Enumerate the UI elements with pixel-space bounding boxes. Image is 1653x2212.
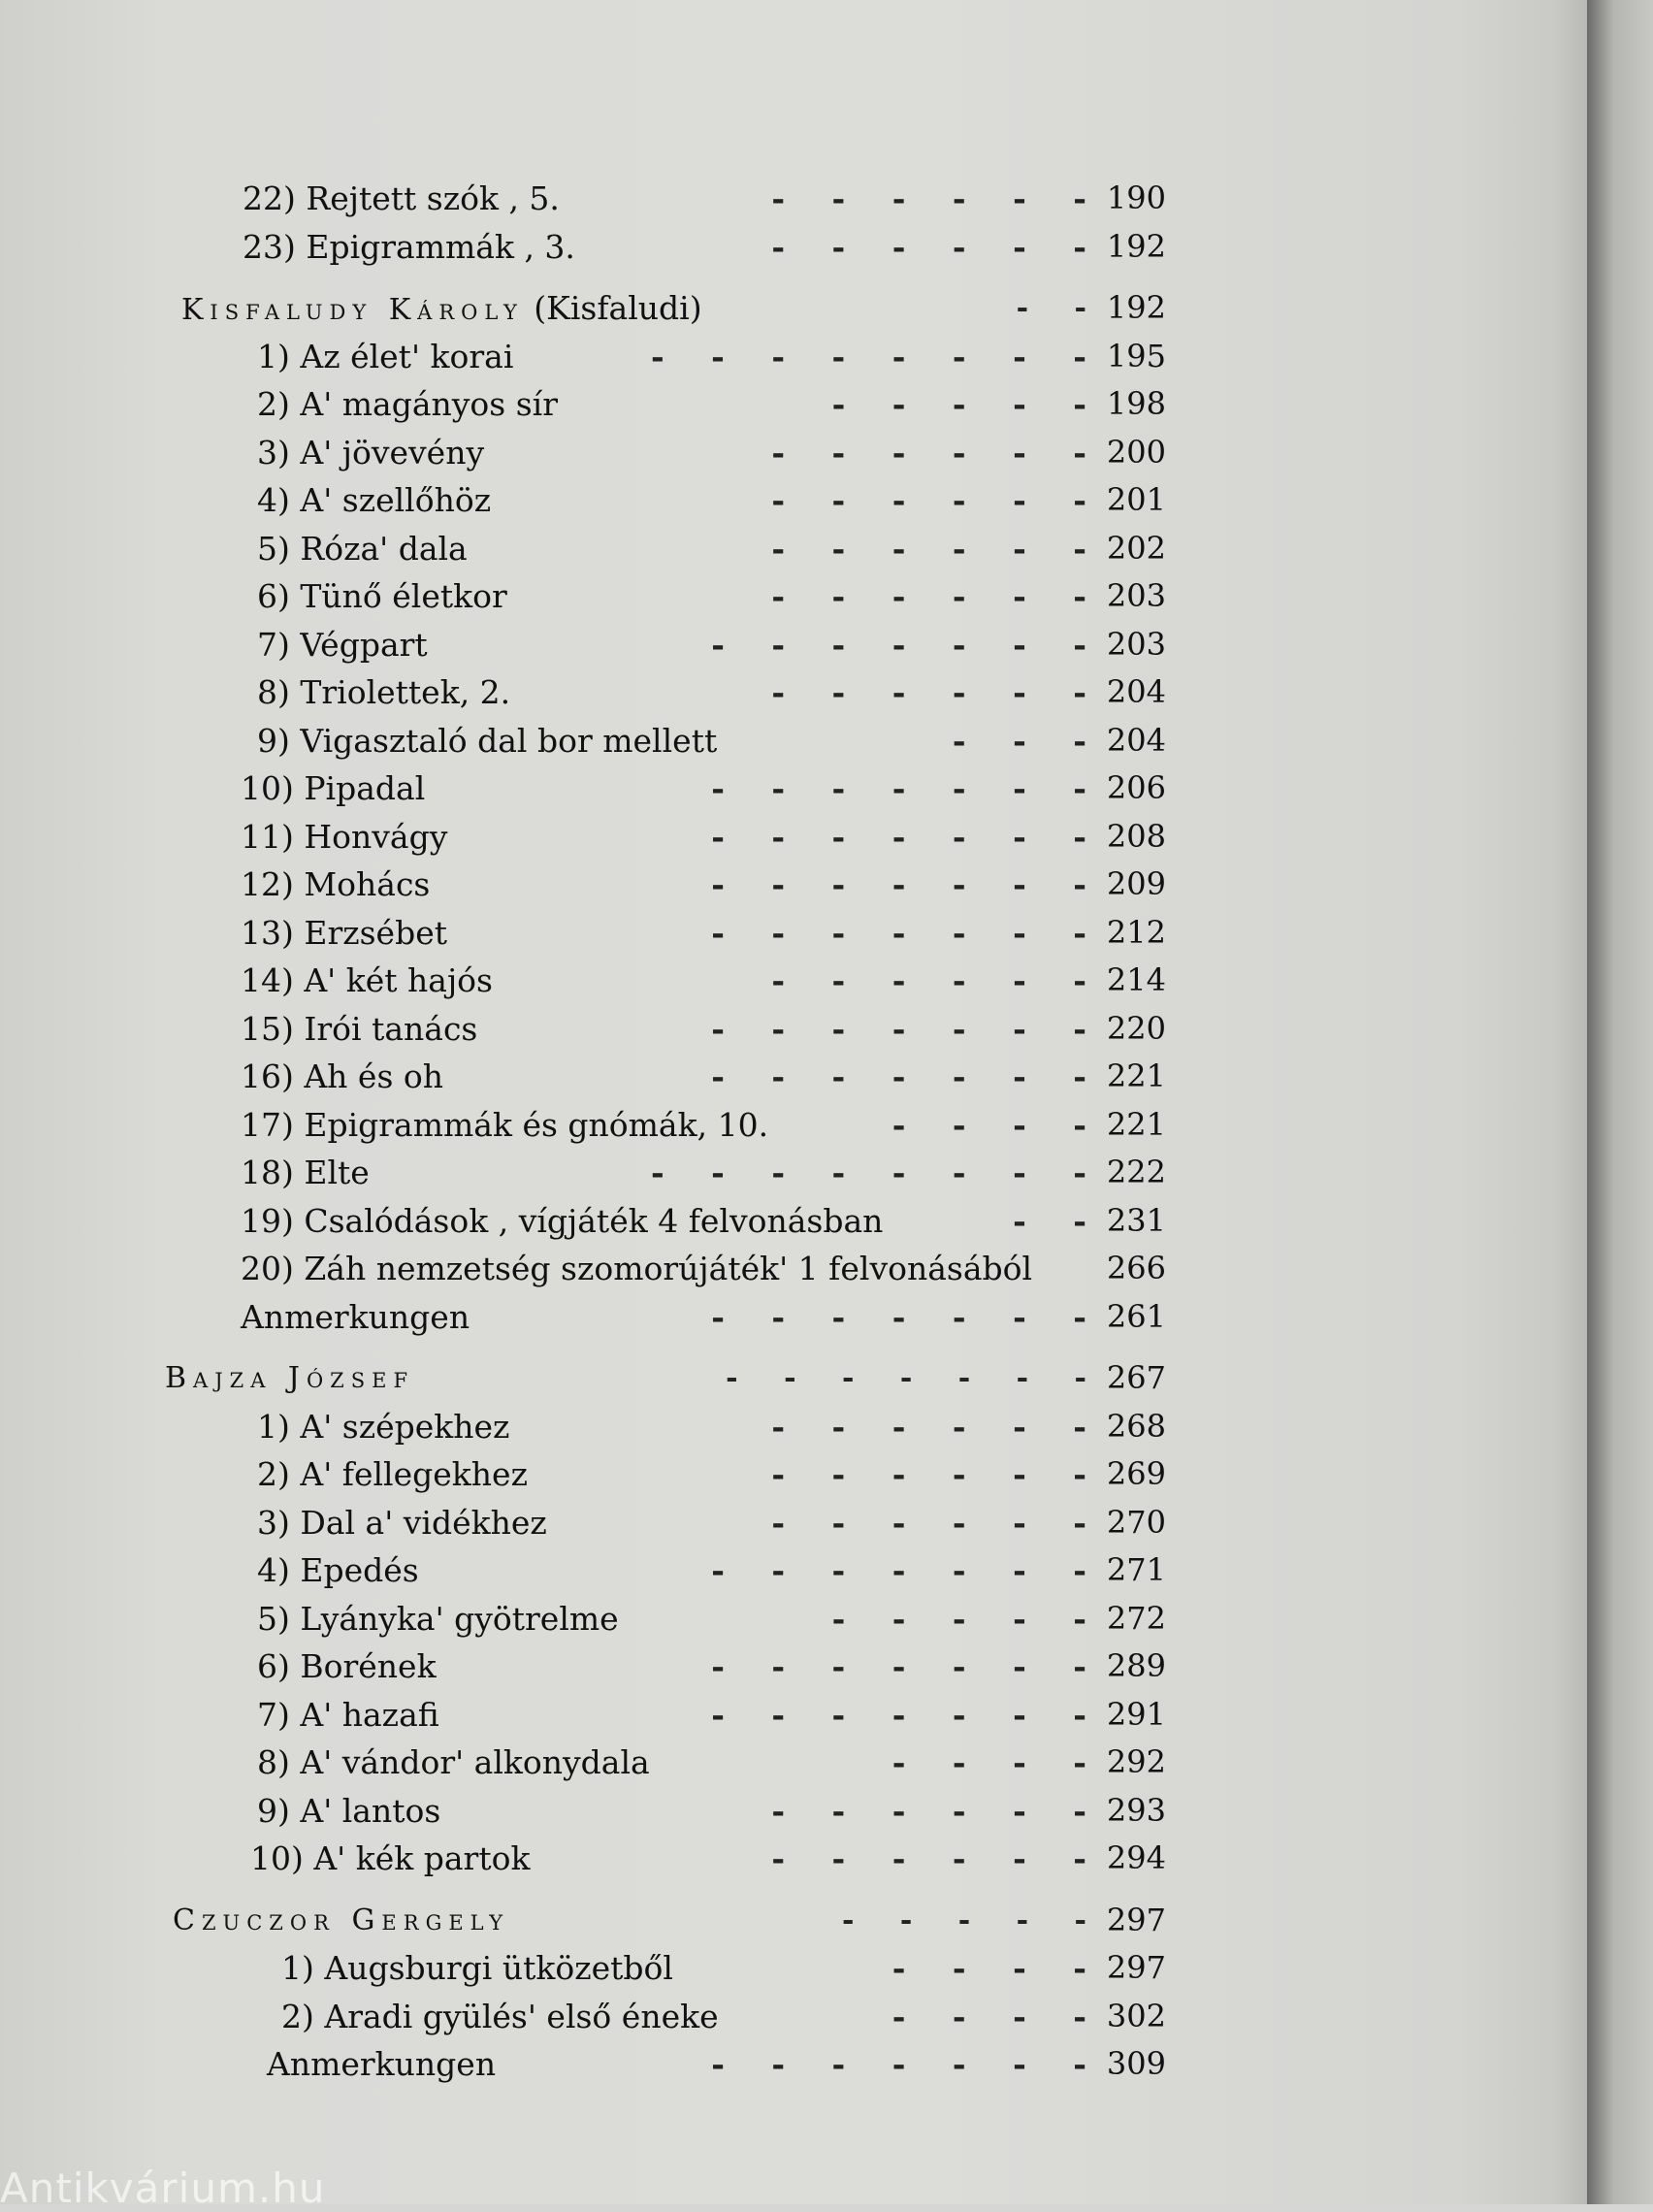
toc-entry [155, 175, 1203, 223]
entry-title: 2) A' magányos sír [257, 385, 558, 423]
dot-leaders: - - - - - - [771, 961, 1086, 999]
dot-leaders: - - - - - - [771, 1503, 1086, 1542]
page-number: 302 [1106, 1997, 1166, 2034]
table-of-contents [155, 175, 1203, 2089]
toc-entry [155, 909, 1203, 958]
page-number: 192 [1106, 227, 1166, 265]
section-gap [155, 271, 1203, 284]
dot-leaders: - - - - - - [771, 673, 1086, 711]
dot-leaders: - - - - - - [771, 481, 1086, 519]
toc-entry [155, 861, 1203, 909]
dot-leaders: - - - - - - [771, 529, 1086, 568]
entry-title: 22) Rejtett szók , 5. [243, 179, 560, 217]
entry-title: 20) Záh nemzetség szomorújáték' 1 felvonásából [241, 1250, 1033, 1287]
section-gap [155, 1341, 1203, 1354]
page-number: 292 [1106, 1743, 1166, 1780]
toc-entry [155, 621, 1203, 669]
toc-entry [155, 476, 1203, 525]
page-number: 208 [1106, 817, 1166, 855]
toc-entry [155, 1450, 1203, 1499]
dot-leaders: - - - - - - - [711, 1695, 1086, 1734]
toc-entry [155, 1499, 1203, 1547]
dot-leaders: - - - - - - [771, 577, 1086, 615]
dot-leaders: - - - - - [841, 1903, 1086, 1937]
page-number: 293 [1106, 1791, 1166, 1829]
dot-leaders: - - - - - - [771, 1791, 1086, 1830]
entry-title: 11) Honvágy [241, 817, 448, 856]
dot-leaders: - - [1016, 291, 1086, 325]
page-number: 266 [1106, 1250, 1166, 1286]
page-number: 192 [1106, 289, 1166, 326]
page-number: 309 [1106, 2045, 1166, 2082]
toc-entry [155, 1101, 1203, 1150]
entry-title: 4) A' szellőhöz [257, 481, 492, 519]
page-number: 209 [1106, 865, 1166, 902]
author-name: Bajza József [165, 1361, 415, 1395]
page-number: 200 [1106, 433, 1166, 471]
watermark-text: Antikvárium.hu [0, 2164, 326, 2212]
entry-title: 15) Irói tanács [241, 1009, 478, 1048]
entry-title: Anmerkungen [241, 1297, 470, 1336]
dot-leaders: - - - - - - [771, 433, 1086, 472]
toc-entry [155, 333, 1203, 381]
page-number: 294 [1106, 1839, 1166, 1876]
dot-leaders: - - - - [891, 1949, 1086, 1987]
toc-entry [155, 813, 1203, 862]
page-number: 261 [1106, 1297, 1166, 1335]
page-number: 221 [1106, 1057, 1166, 1094]
page-number: 221 [1106, 1105, 1166, 1143]
toc-entry [155, 1245, 1203, 1293]
dot-leaders: - - - - - - - [711, 769, 1086, 807]
toc-entry [155, 1197, 1203, 1246]
page-number: 204 [1106, 721, 1166, 759]
dot-leaders: - - - - - - - [726, 1361, 1086, 1395]
dot-leaders: - - - - - - - [711, 913, 1086, 952]
entry-title: 13) Erzsébet [241, 913, 447, 952]
toc-entry [155, 380, 1203, 429]
page-number: 203 [1106, 577, 1166, 614]
toc-entry [155, 2040, 1203, 2089]
page-number: 272 [1106, 1599, 1166, 1637]
page-number: 201 [1106, 481, 1166, 518]
page-number: 220 [1106, 1009, 1166, 1047]
entry-title: 12) Mohács [241, 865, 431, 903]
dot-leaders: - - - - - - - [711, 1297, 1086, 1336]
entry-title: 2) A' fellegekhez [257, 1455, 528, 1493]
entry-title: 4) Epedés [257, 1551, 419, 1589]
entry-title: 2) Aradi gyülés' első éneke [281, 1997, 719, 2035]
page-number: 297 [1106, 1901, 1166, 1938]
page-number: 231 [1106, 1201, 1166, 1239]
entry-title: Anmerkungen [267, 2045, 497, 2083]
page-number: 195 [1106, 337, 1166, 374]
page-number: 203 [1106, 625, 1166, 663]
entry-title: 7) Végpart [257, 625, 428, 664]
toc-author-row [155, 1897, 1203, 1945]
entry-title: 16) Ah és oh [241, 1057, 444, 1095]
page-number: 212 [1106, 913, 1166, 951]
toc-entry [155, 1993, 1203, 2041]
page-number: 202 [1106, 529, 1166, 567]
entry-title: 5) Róza' dala [257, 529, 468, 568]
author-name: Czuczor Gergely [173, 1903, 510, 1937]
toc-entry [155, 1787, 1203, 1836]
toc-author-row [155, 1354, 1203, 1403]
page-number: 267 [1106, 1359, 1166, 1396]
entry-title: 7) A' hazafi [257, 1695, 439, 1734]
page-number: 269 [1106, 1455, 1166, 1492]
page-number: 204 [1106, 673, 1166, 710]
dot-leaders: - - - - - - - [711, 1009, 1086, 1048]
dot-leaders: - - - - - - - [711, 817, 1086, 856]
page-number: 198 [1106, 385, 1166, 422]
page-number: 271 [1106, 1551, 1166, 1588]
toc-entry [155, 1691, 1203, 1740]
page-number: 291 [1106, 1695, 1166, 1733]
dot-leaders: - - - - - - - [711, 1057, 1086, 1095]
toc-entry [155, 525, 1203, 573]
page-number: 289 [1106, 1647, 1166, 1684]
toc-entry [155, 957, 1203, 1005]
dot-leaders: - - - - - - [771, 1455, 1086, 1493]
dot-leaders: - - - - - - [771, 1407, 1086, 1446]
entry-title: 10) Pipadal [241, 769, 426, 807]
dot-leaders: - - - [952, 721, 1086, 760]
toc-entry [155, 429, 1203, 477]
toc-entry [155, 717, 1203, 765]
entry-title: 10) A' kék partok [250, 1839, 531, 1877]
dot-leaders: - - - - - - [771, 1839, 1086, 1877]
dot-leaders: - - - - - [831, 385, 1086, 423]
toc-entry [155, 1149, 1203, 1197]
entry-title: 1) A' szépekhez [257, 1407, 510, 1446]
dot-leaders: - - - - - - - [711, 1647, 1086, 1685]
entry-title: 9) A' lantos [257, 1791, 441, 1830]
toc-entry [155, 1595, 1203, 1643]
dot-leaders: - - - - [891, 1997, 1086, 2035]
toc-entry [155, 223, 1203, 272]
dot-leaders: - - - - - - - - [651, 1154, 1086, 1191]
entry-title: 3) A' jövevény [257, 433, 485, 472]
toc-entry [155, 1293, 1203, 1342]
dot-leaders: - - [1013, 1201, 1086, 1240]
toc-entry [155, 1835, 1203, 1883]
entry-title: 23) Epigrammák , 3. [243, 227, 575, 266]
toc-author-row [155, 284, 1203, 333]
page-number: 297 [1106, 1949, 1166, 1986]
toc-entry [155, 1053, 1203, 1101]
toc-entry [155, 1546, 1203, 1595]
page-number: 190 [1106, 179, 1166, 216]
entry-title: 6) Tünő életkor [257, 577, 507, 615]
dot-leaders: - - - - [891, 1743, 1086, 1781]
dot-leaders: - - - - - - - [711, 1551, 1086, 1589]
entry-title: 14) A' két hajós [241, 961, 493, 999]
toc-entry [155, 1944, 1203, 1993]
dot-leaders: - - - - - - [771, 227, 1086, 266]
toc-entry [155, 1005, 1203, 1054]
toc-entry [155, 1403, 1203, 1451]
page-number: 214 [1106, 961, 1166, 998]
entry-title: 8) A' vándor' alkonydala [257, 1743, 650, 1781]
entry-title: 17) Epigrammák és gnómák, 10. [241, 1105, 769, 1144]
toc-entry [155, 1643, 1203, 1691]
dot-leaders: - - - - - [831, 1599, 1086, 1638]
entry-title: 19) Csalódások , vígjáték 4 felvonásban [241, 1201, 884, 1240]
page-number: 268 [1106, 1407, 1166, 1445]
dot-leaders: - - - - - - - [711, 625, 1086, 664]
author-name: Kisfaludy Károly (Kisfaludi) [181, 289, 702, 327]
dot-leaders: - - - - [891, 1105, 1086, 1144]
entry-title: 9) Vigasztaló dal bor mellett [257, 721, 718, 760]
dot-leaders: - - - - - - - [711, 865, 1086, 903]
entry-title: 1) Az élet' korai [257, 337, 514, 375]
entry-title: 8) Triolettek, 2. [257, 673, 511, 711]
toc-entry [155, 572, 1203, 621]
page-number: 270 [1106, 1503, 1166, 1541]
entry-title: 1) Augsburgi ütközetből [281, 1949, 673, 1987]
section-gap [155, 1883, 1203, 1897]
dot-leaders: - - - - - - [771, 179, 1086, 217]
entry-title: 3) Dal a' vidékhez [257, 1503, 547, 1542]
binding-edge [1587, 0, 1653, 2204]
entry-title: 18) Elte [241, 1154, 370, 1191]
dot-leaders: - - - - - - - [711, 2045, 1086, 2083]
entry-title: 6) Borének [257, 1647, 437, 1685]
toc-entry [155, 1739, 1203, 1787]
page-number: 206 [1106, 769, 1166, 806]
page-number: 222 [1106, 1154, 1166, 1190]
author-alt-name: (Kisfaludi) [523, 289, 702, 327]
entry-title: 5) Lyányka' gyötrelme [257, 1599, 619, 1638]
dot-leaders: - - - - - - - - [651, 337, 1086, 375]
toc-entry [155, 764, 1203, 813]
toc-entry [155, 668, 1203, 717]
